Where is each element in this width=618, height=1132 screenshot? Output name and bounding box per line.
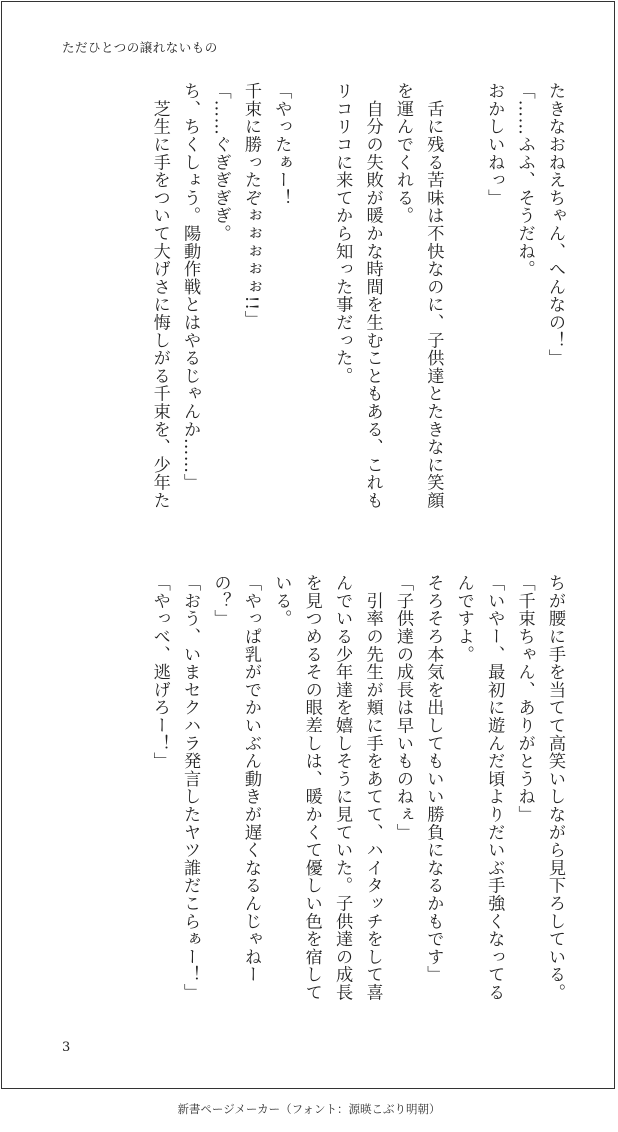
footer-credit: 新書ページメーカー（フォント：源暎こぶり明朝） xyxy=(177,1102,441,1116)
running-title: ただひとつの譲れないもの xyxy=(62,40,218,55)
text-line: 「子供達の成長は早いものねぇ」 xyxy=(392,574,413,841)
text-line: いる。 xyxy=(271,574,292,628)
blank-line xyxy=(296,82,326,552)
text-line: 「……ふふ、そうだね。 xyxy=(514,82,535,278)
blank-line xyxy=(448,82,478,552)
text-line: 「いやー、最初に遊んだ頃よりだいぶ手強くなってる xyxy=(484,574,505,1002)
text-line: ちが腰に手を当てて高笑いしながら見下ろしている。 xyxy=(545,574,565,1002)
text-line: ち、ちくしょう。陽動作戦とはやるじゃんか……」 xyxy=(180,82,201,492)
text-line: 「やったぁー！ xyxy=(271,82,292,207)
text-line: を見つめるその眼差しは、暖かくて優しい色を宿して xyxy=(301,574,322,1002)
text-line: 「千束ちゃん、ありがとうね」 xyxy=(514,574,535,824)
text-line: 舌に残る苦味は不快なのに、子供達とたきなに笑顔 xyxy=(423,82,444,510)
text-line: 自分の失敗が暖かな時間を生むこともある、これも xyxy=(362,82,383,510)
text-line: 千束に勝ったぞぉぉぉぉぉ!!」 xyxy=(240,82,261,329)
text-line: リコリコに来てから知った事だった。 xyxy=(332,82,353,385)
text-line: を運んでくれる。 xyxy=(392,82,413,225)
text-line: 「やっぱ乳がでかいぶん動きが遅くなるんじゃねー xyxy=(240,574,261,984)
text-line: 「……ぐぎぎぎぎ。 xyxy=(210,82,231,243)
page-number: 3 xyxy=(62,1040,71,1055)
text-block-bottom xyxy=(50,574,570,1034)
text-line: んでいる少年達を嬉しそうに見ていた。子供達の成長 xyxy=(332,574,353,1002)
text-line: 芝生に手をついて大げさに悔しがる千束を、少年た xyxy=(149,82,170,510)
text-line: そろそろ本気を出してもいい勝負になるかもです」 xyxy=(423,574,444,984)
text-line: の？」 xyxy=(210,574,231,628)
text-block-top xyxy=(50,82,570,552)
text-line: たきなおねえちゃん、へんなの！」 xyxy=(545,82,565,367)
text-line: おかしいねっ」 xyxy=(484,82,505,207)
text-line: 引率の先生が頬に手をあてて、ハイタッチをして喜 xyxy=(362,574,383,1002)
text-line: んですよ。 xyxy=(453,574,474,663)
text-line: 「おう、いまセクハラ発言したヤツ誰だこらぁー！」 xyxy=(180,574,201,1002)
book-page xyxy=(1,1,615,1089)
text-line: 「やっべ、逃げろー！」 xyxy=(149,574,170,770)
